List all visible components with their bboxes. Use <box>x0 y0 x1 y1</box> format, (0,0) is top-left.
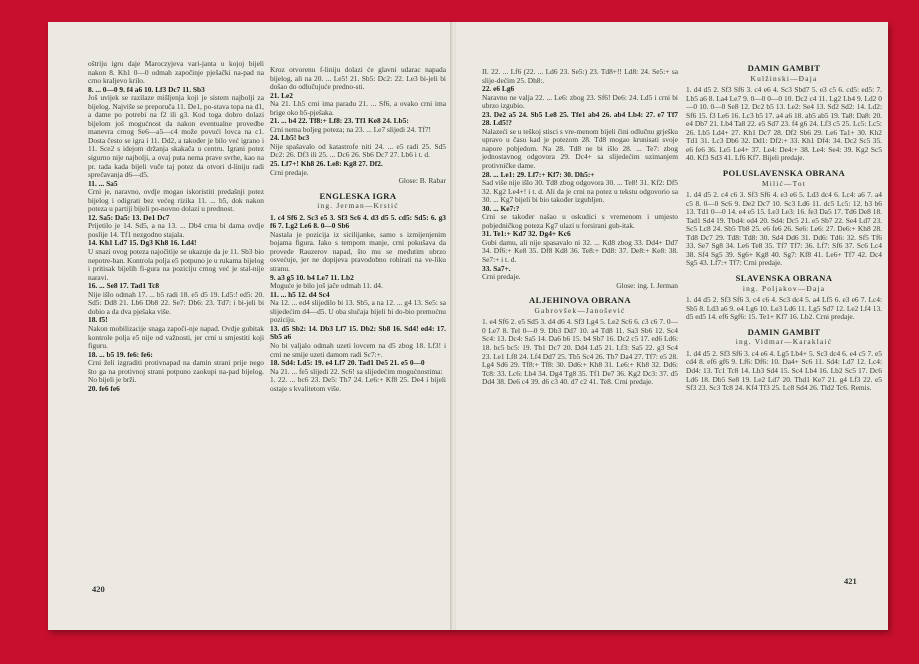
paragraph: Kroz otvorenu f-liniju dolazi će glavni udarac napada bijelog, ali na 20. ... Le5! 21. Sb5: Dc2: 22. Le3 bi-jeli bi došao do odlučujuće predno-sti. <box>270 66 446 92</box>
move-line: 18. ... b5 19. fe6: fe6: <box>88 349 153 359</box>
move-line: 13. d5 Sb2: 14. Db3 Lf7 15. Db2: Sb8 16. Sd4! ed4: 17. Sb5 a6 <box>270 323 446 342</box>
move-line: 23. De2 a5 24. Sb5 Le8 25. Tfe1 ab4 26. ab4 Lb4: 27. e7 Tf7 28. Ld5!? <box>482 109 678 128</box>
paragraph: Na 21. Lh5 crni ima paradu 21. ... Sf6, a ovako crni ima brige oko b5-pješaka. <box>270 99 446 117</box>
move-line: 18. f5! <box>88 315 108 325</box>
paragraph: 1. 22. ... bc6 23. De5: Th7 24. Le6:+ Kf8 25. De4 i bijeli ostaje s kvalitetom više. <box>270 375 446 393</box>
move-line: 11. ... h5 12. d4 Sc4 <box>270 289 330 299</box>
move-line: 33. Sa7+. <box>482 263 511 273</box>
book-gutter <box>450 22 456 630</box>
move-line: 30. ... Ke7:? <box>482 203 520 213</box>
right-page <box>456 22 888 630</box>
section-heading: DAMIN GAMBIT <box>747 326 821 337</box>
paragraph: Crni predaje. <box>270 167 309 177</box>
move-line: 18. Sd4: Ld5: 19. e4 Lf7 20. Tad1 De5 21. e5 0—0 <box>270 358 425 368</box>
move-line: 24. Lb5! bc3 <box>270 133 310 143</box>
paragraph: II. 22. ... Lf6 (22. ... Ld6 23. Se5:) 23. Td8+!! Ld8: 24. Se5:+ sa slije-dećim 25. Dh8:. <box>482 68 678 85</box>
move-line: 8. ... 0—0 9. f4 a6 10. Lf3 Dc7 11. Sb3 <box>88 84 205 94</box>
move-line: 12. Sa5: Da5: 13. De1 Dc7 <box>88 212 170 222</box>
paragraph: No bi valjalo odmah uzeti lovcem na d5 zbog 18. Lf3! i crni ne smije uzeti damom radi Sc7:+. <box>270 340 446 359</box>
paragraph: 1. d4 d5 2. Sf3 Sf6 3. c4 c6 4. Sc3 dc4 5. a4 Lf5 6. e3 e6 7. Lc4: Sb5 8. Ld3 a6 9. e4 Lg6 10. Le3 Ld6 11. Lg5 Sd7 12. Le2 Lf4 13. d5 ed5 14. ef6 Sgf6: 15. Te1+ Kf7 16. Lb2. Crni predaje. <box>686 295 882 322</box>
annotator-line: Glose: ing. I. Jerman <box>616 280 678 290</box>
move-line: 1. c4 Sf6 2. Sc3 e5 3. Sf3 Sc6 4. d3 d5 5. cd5: Sd5: 6. g3 f6 7. Lg2 Le6 8. 0—0 Sb6 <box>270 212 446 231</box>
move-line: 31. Te1:+ Kd7 32. Dg4+ Kc6 <box>482 229 571 239</box>
right-column-1 <box>482 68 678 590</box>
paragraph: Nije spašavalo od katastrofe niti 24. ... e5 radi 25. Sd5 Dc2: 26. Df3 ili 25. ... Dc6 26. Sb6 Dc7 27. Lb6 i t. d. <box>270 141 446 160</box>
paragraph: Nakon mobilizacije snaga započi-nje napad. Ovdje gubitak kontrole polja e5 nije od važnosti, jer crni u smjestiti koji figuru. <box>88 323 264 351</box>
paragraph: 1. d4 d5 2. Sf3 Sf6 3. c4 e6 4. Sc3 Sbd7 5. e3 c5 6. cd5: ed5: 7. Lb5 a6 8. La4 Le7 9. 0—0 0—0 10. Dc2 c4 11. Lg2 Lb4 9. Ld2 0—0 10. 0—0 Se8 12. Dc2 b5 13. Le2: Se4 13. Sd2 Sd2: 14. Ld2: Sf6 15. f3 Le6 16. Lc3 b5 17. a4 a6 18. ab5 ab5 19. Ta8: Da8: 20. e4 Db7 21. Lb4 Ta8 22. e5 Sd7 23. f4 g6 24. Lf3 c5 25. Lc5: Lc5: 26. Lb5 Ld4+ 27. Kh1 Dc7 28. Df2 Sb6 29. Le6 Ta1+ 30. Kh2 Td1 31. Lc3 Db6 32. Dd1: Df2:+ 33. Kh1 Df4: 34. Dc2 Sc5 35. e6 fe6 36. Le5 Le4+ 37. Le4: De4:+ 38. Le4: Se4: 39. Kg2 Sc5 40. Kf3 Sd3 41. Lf6 Kf7. Bijeli predaje. <box>686 85 882 163</box>
paragraph: Sad više nije išlo 30. Td8 zbog odgovora 30. ... Te8! 31. Kf2: Df5 32. Kg2 Le4+! i t. d. Ali da je crni na potez u tekstu odgovorio sa 30. ... Kg7 bijeli bi bio također izgubljen. <box>482 178 678 205</box>
paragraph: 1. d4 d5 2. Sf3 Sf6 3. c4 e6 4. Lg5 Lb4+ 5. Sc3 dc4 6. e4 c5 7. e5 cd4 8. ef6 gf6 9. Lf6: Df6: 10. Da4+ Sc6 11. Sd4: Ld7 12. Lc4: Dd4: 13. Tc1 Tc8 14. Lb3 Sd4 15. Sc4 Lb4 16. Lb2 Sc5 17. Dc6 Ld6 18. Db5 Se8 19. Le2 Ld7 20. Thd1 Ke7 21. g4 Lf3 22. e5 Sf3 23. Sc3 Tc8 24. Kf4 Tf3 25. Lc8 Sd4 26. Tld2 Tc6. Remis. <box>686 348 882 393</box>
move-line: 20. fe6 fe6 <box>88 383 120 393</box>
paragraph: Nastala je pozicija iz sicilijanke, samo s izmijenjenim bojama figura. Iako s tempom manje, crni pokušava da provede Rauzerov napad, što mu se međutim ubrzo osvećuje, jer ne dopijeva pravodobno rohirati na ve-liku stranu. <box>270 229 446 274</box>
players-line: Kulžinski—Đaja <box>750 73 818 83</box>
paragraph: Crni želi izgraditi protivnapad na damin strani prije nego što ga na protivnoj strani potpuno zaokupi na-pad bijelog. No bijeli je brži. <box>88 358 264 385</box>
section-heading: SLAVENSKA OBRANA <box>735 273 833 284</box>
paragraph: Crni predaje. <box>482 272 521 282</box>
paragraph: Nalazeći se u teškoj stisci s vre-menom bijeli čini odlučnu grješku upravo u času kad je potezom 28. Td8 mogao krunisati svoje napore pobjedom. Na 28. Td8 ne bi išlo 28. ... Te7: zbog jednostavnog odgovora 29. Dc4+ sa slijedećim uzimanjem protivničke dame. <box>482 126 678 171</box>
paragraph: Na 12. ... ed4 slijedilo bi 13. Sb5, a na 12. ... g4 13. Se5: sa slijedećim d4—d5. U oba slučaja bijeli bi do-bio premoćnu poziciju. <box>270 298 446 325</box>
paragraph: Crni se također našao u oskudici s vremenom i umjesto pobjedničkog poteza Kg7 ulazi u forsirani gub-itak. <box>482 212 678 230</box>
paragraph: Prijetilo je 14. Sd5, a na 13. ... Db4 crna bi dama ovdje poslije 14. Tf1 nezgodno stajala. <box>88 221 264 239</box>
left-column-1 <box>88 60 264 580</box>
right-column-2 <box>686 58 882 598</box>
section-heading: POLUSLAVENSKA OBRANA <box>722 168 846 179</box>
move-line: 21. Le2 <box>270 90 293 100</box>
page-number-right: 421 <box>844 576 857 586</box>
paragraph: Moguće je bilo još jače odmah 11. d4. <box>270 281 383 291</box>
paragraph: Nije išlo odmah 17. ... b5 radi 18. e5 d5 19. Ld5:! ed5: 20. Sd5: Dd8 21. Lb6 Db8 22. Se7: Db6: 23. Td7: i bi-jeli bi dobio a da dva pješaka više. <box>88 289 264 316</box>
move-line: 28. ... Le1: 29. Lf7:+ Kf7: 30. Dh5:+ <box>482 169 595 179</box>
paragraph: Gubi damu, ali nije spasavalo ni 32. ... Kd8 zbog 33. Dd4+ Dd7 34. Df6:+ Ke8 35. Df8 Kd8 36. Te8:+ Dd8: 37. De8:+ Ke8: 38. Se7:+ i t. d. <box>482 237 678 265</box>
players-line: ing. Poljakov—Đaja <box>742 283 826 293</box>
paragraph: Još uvijek se razilaze mišljenja koji je sistem najbolji za bijelog. Najviše se preporuča 11. De1, po-stava topa na d1, a dame po potrebi na f2 ili g3. Kod toga dobro dolazi bijelom još mogućnost da nakon eventualne provedbe manevra crnog Se6—a5—c4 može povući lovca na c1. Dosta često se igra i 11. Dd2, a također je bilo već igrano i 11. Sce2 s idejom držanja skakača u centru. Igrani potez sigurno nije najbolji, a ovaj puta nema prave svrhe, kao na pr. tada kada bijeli vuče taj potez da otvori d-liniju radi sprečavanja d6—d5. <box>88 93 264 180</box>
section-heading: DAMIN GAMBIT <box>747 63 821 73</box>
players-line: ing. Jerman—Krstić <box>317 201 399 211</box>
left-page <box>48 22 450 630</box>
section-heading: ALJEHINOVA OBRANA <box>529 295 631 306</box>
book-spread <box>48 22 888 630</box>
move-line: 16. ... Se8 17. Tad1 Tc8 <box>88 281 160 291</box>
page-number-left: 420 <box>92 584 105 594</box>
paragraph: U snazi ovog poteza najočitije se ukazuje da je 11. Sb3 bio nepotre-ban. Kontrola polja e5 potpuno je u rukama bijelog i pritisak bijelih fi-gura na poziciju crnog već je stal-nije naravi. <box>88 247 264 282</box>
move-line: 14. Kh1 Ld7 15. Dg3 Kh8 16. Ld4! <box>88 238 197 248</box>
paragraph: 1. d4 d5 2. c4 c6 3. Sf3 Sf6 4. e3 e6 5. Ld3 dc4 6. Lc4: a6 7. a4 c5 8. 0—0 Sc6 9. De2 Dc7 10. Sc3 Ld6 11. dc5 Lc5: 12. b3 b6 13. Td1 0—0 14. e4 e5 15. Le3 Le3: 16. fe3 Da5 17. Td6 De8 18. Tad1 Sd4 19. Tbd4: ed4 20. Sd4: Dc5 21. e5 Sb7 22. Se4 Ld7 23. Sc5 Lc8 24. Sb5 Tb8 25. e6 fe6 26. Se6: Le6: 27. De6:+ Kh8 28. Td8 Dc7 29. Td8: Td8: 30. Sd4 Dd6 31. Dd6: Td6: 32. Sf5 Tf6 33. Se7 Sg8 34. Le6 Te8 35. Tf7 Tf7: 36. Lf7: Sf6 37. Sc6 Lc4 38. Sf4 Sg5 39. Sg6+ Kg8 40. Sg7: Kf8 41. Le6+ Tf7 42. Dc4 Sg5 43. Lf7:+ Tf7: Crni predaje. <box>686 190 882 268</box>
paragraph: oštriju igru daje Maroczyjeva vari-janta u kojoj bijeli nakon 8. Kh1 0—0 odmah započinje pješački na-pad na crno kraljevo krilo. <box>88 60 264 86</box>
move-line: 25. Lf7+! Kh8 26. Le8: Kg8 27. Df2. <box>270 159 383 169</box>
players-line: Gabrovšek—Janošević <box>534 305 626 315</box>
section-heading: ENGLESKA IGRA <box>319 190 397 201</box>
paragraph: Na 21. ... fe5 slijedi 22. Sc6! sa slijedećim mogućnostima: <box>270 366 443 376</box>
paragraph: Crni je, naravno, ovdje mogao iskoristiti predašnji potez bijelog i odigrati bez većeg rizika 11. ... b5, dok nakon poteza u partiji bijeli po-novno dolazi u prednost. <box>88 187 264 214</box>
left-column-2 <box>270 66 446 586</box>
annotator-line: Glose: B. Rabar <box>398 176 446 186</box>
paragraph: 1. e4 Sf6 2. e5 Sd5 3. d4 d6 4. Sf3 Lg4 5. Le2 Sc6 6. c3 c6 7. 0—0 Le7 8. Tel 0—0 9. Db3 Dd7 10. a4 Td8 11. Sa3 Sb6 12. Sc4 Sc4: 13. Dc4: Sa5 14. Da6 b6 15. b4 Sb7 16. Dc2 c5 17. ed6 Ld6: 18. bc5 bc5: 19. Tb1 Dc7 20. Dd4 Ld5 21. Lf3: Sa5 22. g3 Sc4 23. Le1 Lf8 24. Lf4 Dd7 25. Tb5 Sc4 26. Tb7 Da4 27. Tf7: e5 28. Lg4 Sd6 29. Tf8:+ Tf8: 30. Dd6:+ Kh8 31. Le6:+ Kh8 32. Dd6: Tc8: 33. Lc6: Lb4 34. Dg4 Tg8 35. Tf1 De7 36. Kg2 Dc3: 37. d5 Dd4 38. De6 c4 39. d6 c3 40. d7 c2 41. Te8. Crni predaje. <box>482 317 678 387</box>
move-line: 22. e6 Lg6 <box>482 84 515 94</box>
players-line: Milić—Tot <box>762 178 806 188</box>
move-line: 11. ... Sa5 <box>88 178 118 188</box>
move-line: 21. ... b4 22. Tf8:+ Lf8: 23. Tf1 Ke8 24. Lb5: <box>270 116 409 126</box>
paragraph: Crni nema boljeg poteza; na 23. ... Le7 slijedi 24. Tf7! <box>270 124 431 134</box>
move-line: 9. a3 g5 10. b4 Le7 11. Lb2 <box>270 272 354 282</box>
players-line: ing. Vidmar—Karaklaić <box>735 337 833 347</box>
paragraph: Naravno ne valja 22. ... Le6: zbog 23. Sf6! De6: 24. Ld5 i crni bi ubrzo izgubio. <box>482 92 678 111</box>
